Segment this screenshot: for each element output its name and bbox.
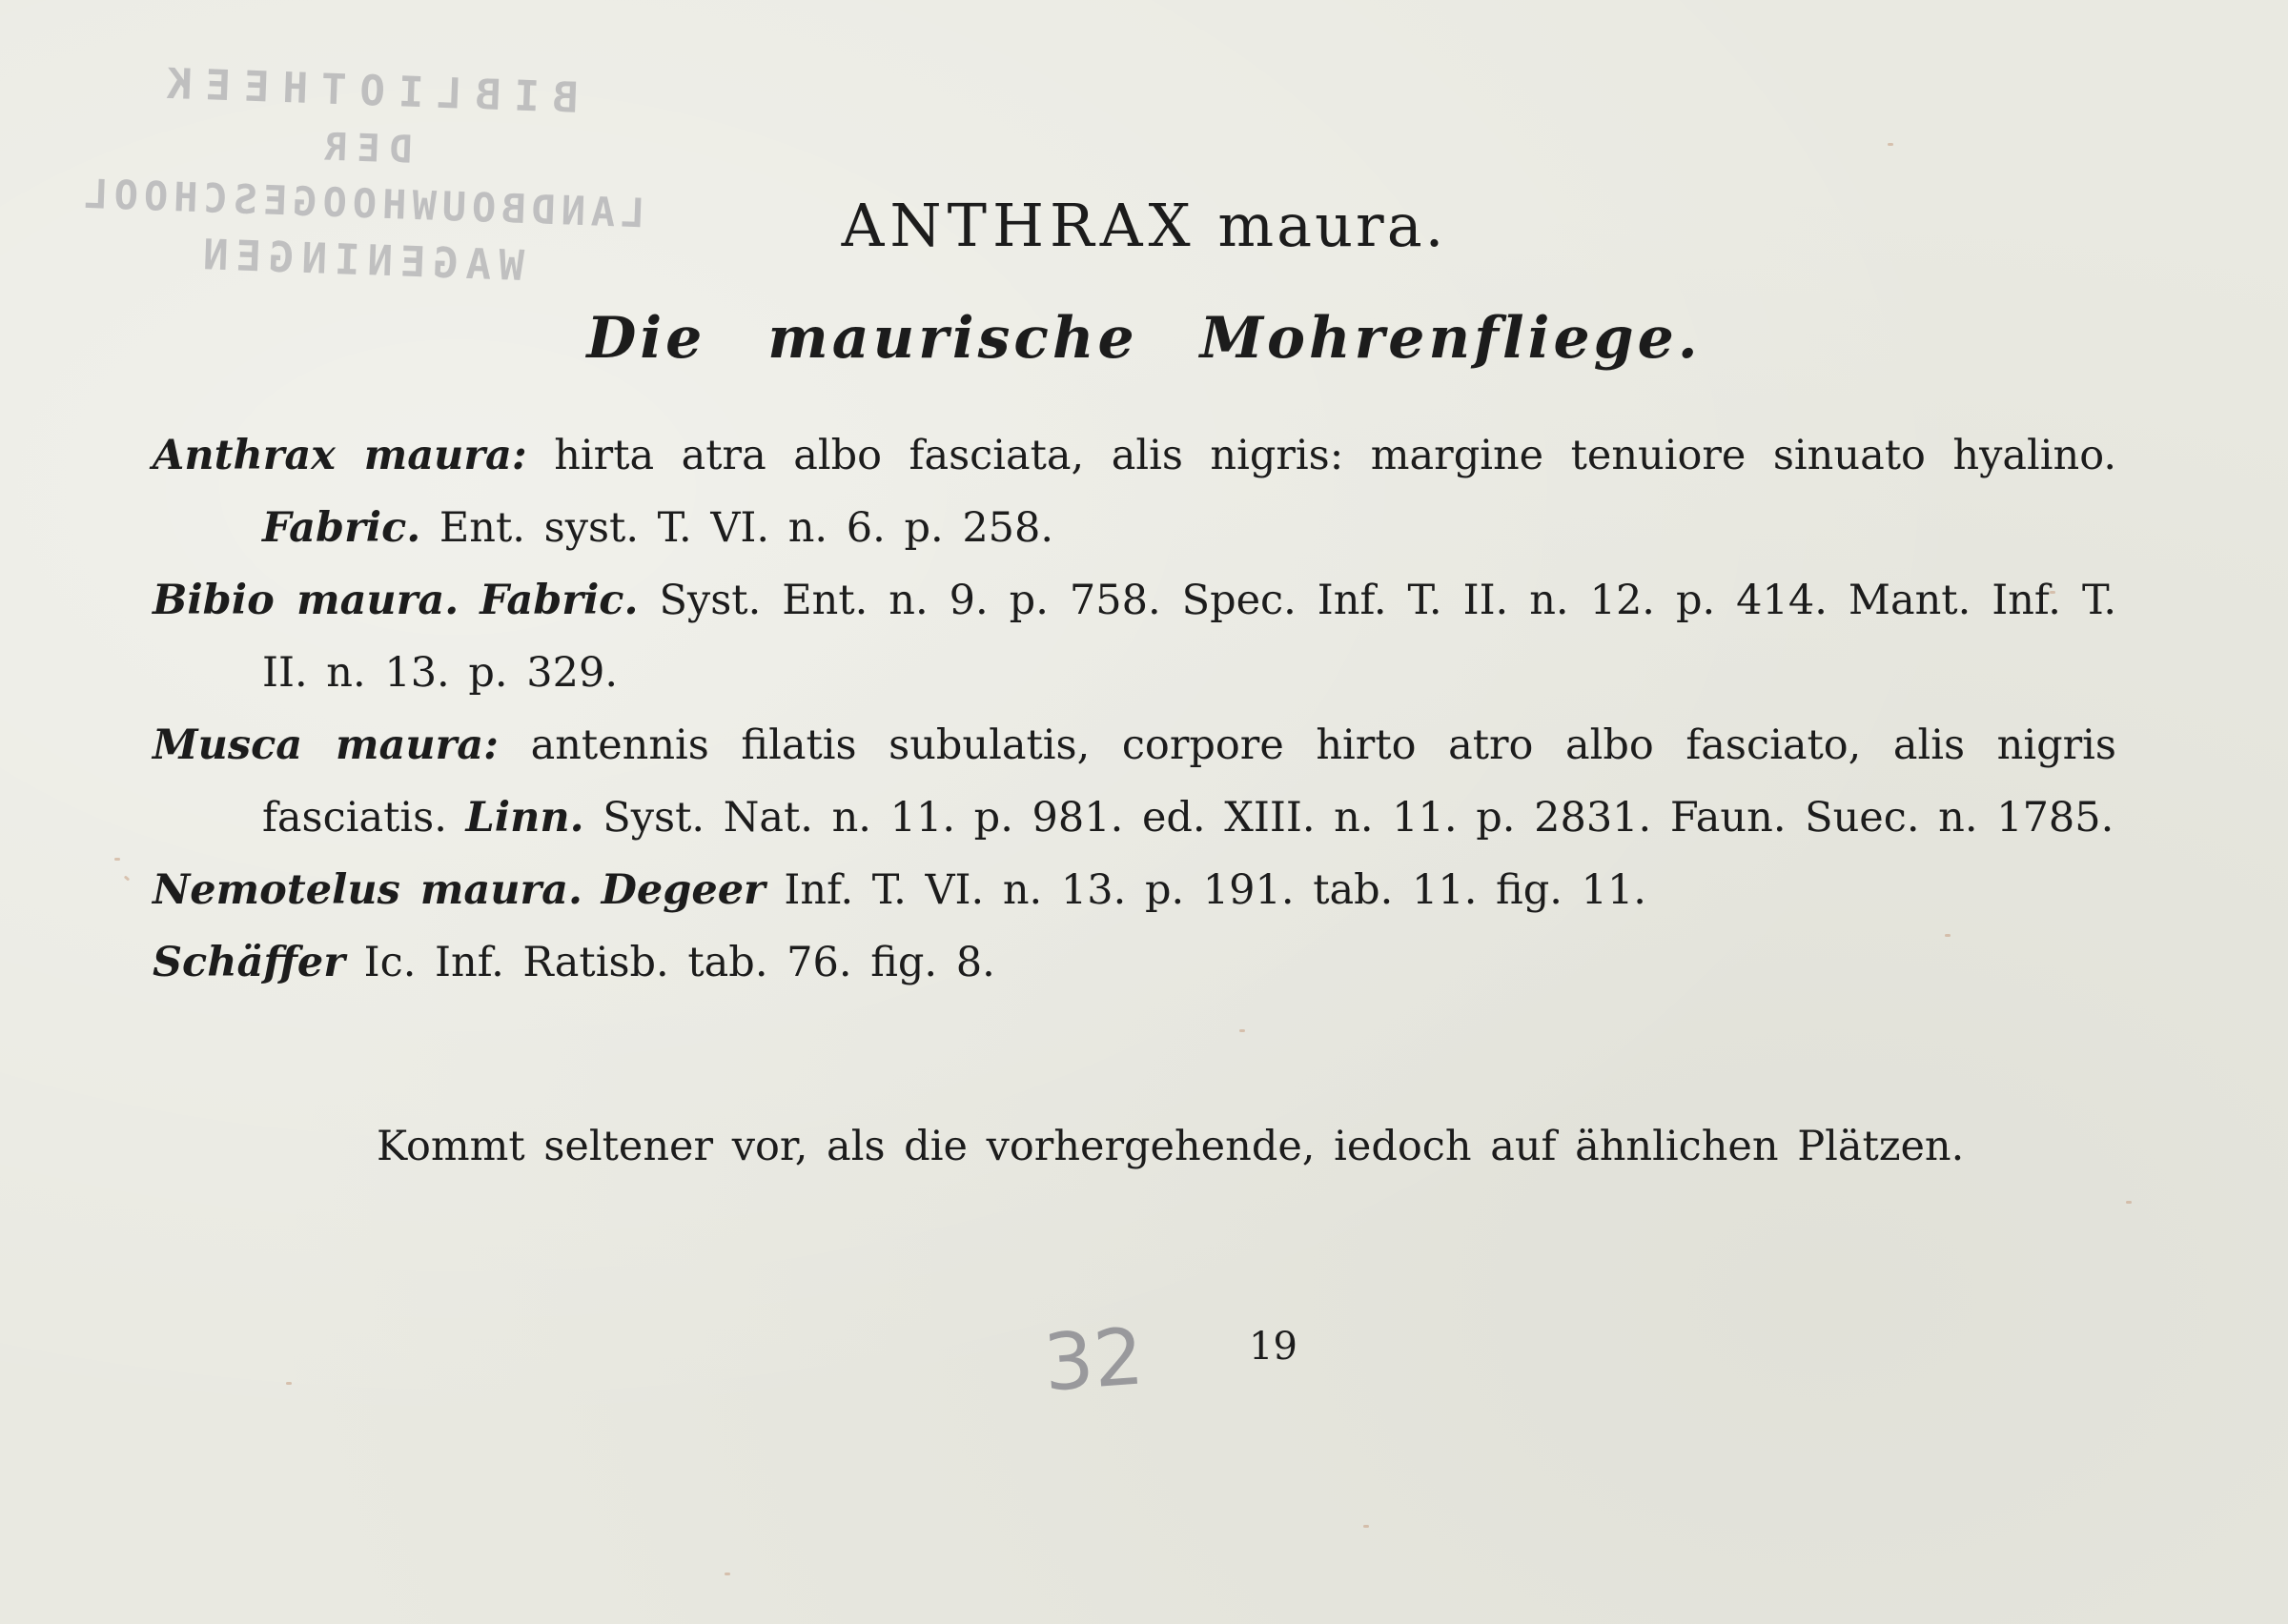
entry-author: Linn. [465,794,584,842]
entry-name: Anthrax maura: [153,432,527,479]
synonymy-entry [153,854,2116,926]
entry-name: Nemotelus maura. [153,866,582,914]
entry-name: Musca maura: [153,721,499,769]
title-species: maura. [1217,191,1447,260]
entry-reference: Syst. Nat. n. 11. p. 981. ed. XIII. n. 11. p. 2831. Faun. Suec. n. 1785. [603,794,2114,842]
entry-author: Degeer [601,866,766,914]
page-number: 19 [1249,1325,1297,1369]
entry-name: Bibio maura. [153,577,460,624]
stamp-line: WAGENINGEN [194,230,525,291]
synonymy-entry [153,709,2116,854]
pencil-annotation: 32 [1040,1311,1147,1410]
paper-speck [124,875,131,881]
title-genus: ANTHRAX [841,191,1196,260]
synonymy-entry [153,926,2116,999]
entry-author: Fabric. [480,577,639,624]
page-subtitle: Die maurische Mohrenfliege. [586,305,1702,372]
page-title [0,191,2288,260]
synonymy-entry [153,564,2116,709]
paper-speck [1363,1525,1369,1528]
entry-reference: Syst. Ent. n. 9. p. 758. Spec. Inf. T. II. n. 12. p. 414. Mant. Inf. T. II. n. 13. p. 329. [262,577,2117,697]
stamp-line: DER [314,125,414,173]
paper-speck [1888,143,1893,146]
entry-reference: Inf. T. VI. n. 13. p. 191. tab. 11. fig. 11. [784,866,1646,914]
paper-speck [286,1382,292,1385]
paper-speck [114,858,120,861]
entry-reference: Ic. Inf. Ratisb. tab. 76. fig. 8. [363,939,995,986]
habitat-note: Kommt seltener vor, als die vorhergehende, iedoch auf ähnlichen Plätzen. [377,1123,1965,1170]
entry-description: hirta atra albo fasciata, alis nigris: margine tenuiore sinuato hyalino. [554,432,2116,479]
entry-description: antennis filatis subulatis, corpore hirto atro albo fasciato, alis nigris fasciatis. [262,721,2116,842]
stamp-line: BIBLIOTHEEK [153,59,580,123]
entry-reference: Ent. syst. T. VI. n. 6. p. 258. [439,504,1054,552]
synonymy-list [153,419,2116,999]
synonymy-entry [153,419,2116,564]
paper-speck [725,1573,730,1575]
paper-speck [2126,1201,2132,1204]
entry-name: Schäffer [153,939,345,986]
entry-author: Fabric. [262,504,421,552]
paper-speck [1239,1029,1245,1032]
stamp-line: LANDBOUWHOOGESCHOOL [77,170,646,237]
